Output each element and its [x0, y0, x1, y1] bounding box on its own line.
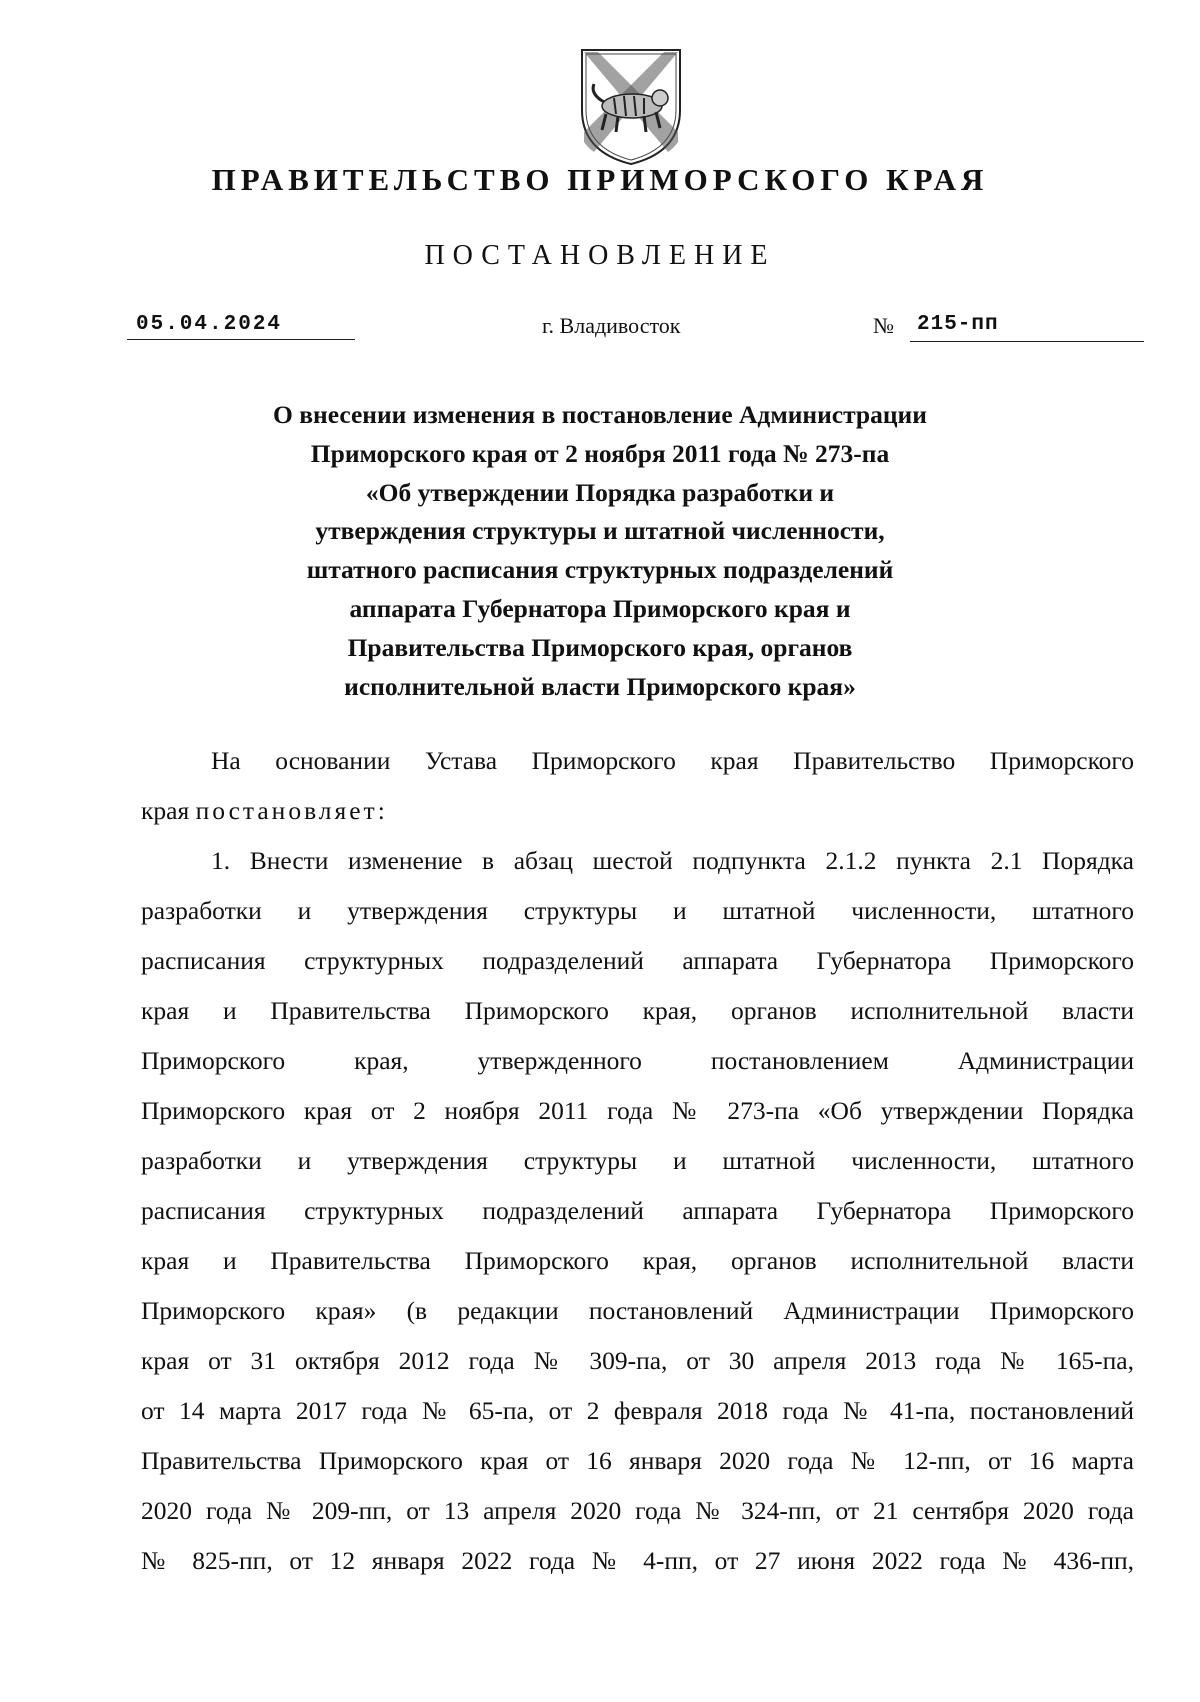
paragraph-line: расписания структурных подразделений аппарата Губернатора Приморского [141, 1196, 1134, 1225]
date-underline [127, 339, 355, 340]
subject-line: утверждения структуры и штатной численности, [315, 516, 885, 546]
paragraph-line: разработки и утверждения структуры и штатной численности, штатного [141, 1146, 1134, 1175]
subject-line: Правительства Приморского края, органов [347, 632, 853, 662]
paragraph-line: 2020 года № 209-пп, от 13 апреля 2020 года № 324-пп, от 21 сентября 2020 года [141, 1496, 1134, 1525]
paragraph-line: разработки и утверждения структуры и штатной численности, штатного [141, 896, 1134, 925]
document-subject [200, 396, 1000, 706]
subject-line: О внесении изменения в постановление Администрации [273, 400, 927, 429]
number-underline [910, 341, 1144, 342]
paragraph-line: от 14 марта 2017 года № 65-па, от 2 февраля 2018 года № 41-па, постановлений [141, 1396, 1134, 1425]
preamble-line [141, 786, 1134, 836]
document-type: ПОСТАНОВЛЕНИЕ [424, 240, 776, 271]
organization-title: ПРАВИТЕЛЬСТВО ПРИМОРСКОГО КРАЯ [211, 162, 989, 197]
coat-of-arms-emblem [576, 40, 686, 168]
subject-line: исполнительной власти Приморского края» [344, 671, 856, 701]
subject-line: аппарата Губернатора Приморского края и [349, 593, 851, 623]
document-date: 05.04.2024 [136, 313, 283, 336]
preamble-line: На основании Устава Приморского края Правительство Приморского [211, 746, 1134, 775]
document-body [141, 736, 1134, 1586]
preamble-text: края [141, 796, 196, 825]
paragraph-line: Приморского края, утвержденного постановлением Администрации [141, 1046, 1134, 1075]
paragraph-line: 1. Внести изменение в абзац шестой подпункта 2.1.2 пункта 2.1 Порядка [211, 846, 1134, 875]
paragraph-line: Приморского края» (в редакции постановлений Администрации Приморского [141, 1296, 1134, 1325]
subject-line: «Об утверждении Порядка разработки и [365, 477, 835, 507]
subject-line: Приморского края от 2 ноября 2011 года № 273-па [310, 438, 890, 468]
document-number: 215-пп [917, 313, 999, 336]
paragraph-line: края и Правительства Приморского края, органов исполнительной власти [141, 996, 1134, 1025]
paragraph-line: Приморского края от 2 ноября 2011 года № 273-па «Об утверждении Порядка [141, 1096, 1134, 1125]
document-city: г. Владивосток [542, 313, 681, 338]
number-sign: № [873, 313, 894, 338]
paragraph-line: Правительства Приморского края от 16 января 2020 года № 12-пп, от 16 марта [141, 1446, 1134, 1475]
paragraph-line: № 825-пп, от 12 января 2022 года № 4-пп, от 27 июня 2022 года № 436-пп, [141, 1546, 1134, 1575]
paragraph-line: края от 31 октября 2012 года № 309-па, от 30 апреля 2013 года № 165-па, [141, 1346, 1134, 1375]
resolves-word: постановляет: [195, 796, 388, 825]
subject-line: штатного расписания структурных подразделений [306, 555, 894, 585]
paragraph-line: расписания структурных подразделений аппарата Губернатора Приморского [141, 946, 1134, 975]
paragraph-line: края и Правительства Приморского края, органов исполнительной власти [141, 1246, 1134, 1275]
